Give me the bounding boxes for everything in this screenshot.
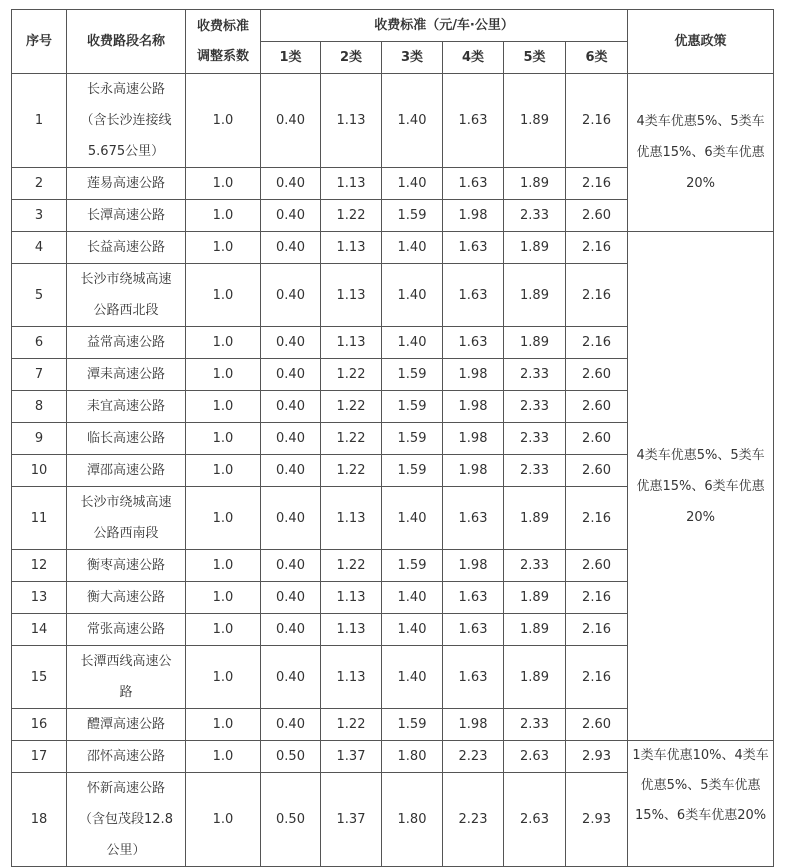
row-coefficient: 1.0 <box>186 773 261 867</box>
row-coefficient: 1.0 <box>186 168 261 200</box>
road-name-line: 长益高速公路 <box>86 240 165 255</box>
road-name-line: 5.675公里） <box>87 144 165 159</box>
row-rate-class-5: 2.63 <box>504 773 566 867</box>
row-road-name <box>67 582 186 614</box>
row-rate-class-4: 1.98 <box>443 550 504 582</box>
row-rate-class-3: 1.59 <box>382 391 443 423</box>
road-name-line: （含长沙连接线 <box>80 113 172 128</box>
row-rate-class-1: 0.40 <box>261 423 321 455</box>
row-road-name <box>67 709 186 741</box>
row-road-name <box>67 550 186 582</box>
row-rate-class-3: 1.40 <box>382 327 443 359</box>
row-seq: 12 <box>12 550 67 582</box>
row-rate-class-4: 1.98 <box>443 709 504 741</box>
row-rate-class-3: 1.40 <box>382 168 443 200</box>
row-road-name <box>67 359 186 391</box>
table-row <box>12 232 774 264</box>
row-rate-class-3: 1.40 <box>382 646 443 709</box>
row-road-name <box>67 455 186 487</box>
row-rate-class-3: 1.59 <box>382 200 443 232</box>
row-coefficient: 1.0 <box>186 327 261 359</box>
row-rate-class-5: 2.33 <box>504 550 566 582</box>
row-rate-class-4: 1.98 <box>443 200 504 232</box>
row-seq: 9 <box>12 423 67 455</box>
header-class-4: 4类 <box>443 42 504 74</box>
row-rate-class-1: 0.40 <box>261 74 321 168</box>
road-name-line: 长永高速公路 <box>86 82 165 97</box>
road-name-line: 长潭高速公路 <box>86 208 165 223</box>
row-rate-class-3: 1.59 <box>382 359 443 391</box>
row-coefficient: 1.0 <box>186 423 261 455</box>
policy-cell: 4类车优惠5%、5类车优惠15%、6类车优惠20% <box>628 74 774 232</box>
row-rate-class-6: 2.16 <box>566 327 628 359</box>
header-seq: 序号 <box>12 10 67 74</box>
row-rate-class-1: 0.40 <box>261 487 321 550</box>
row-coefficient: 1.0 <box>186 709 261 741</box>
row-rate-class-3: 1.59 <box>382 550 443 582</box>
row-rate-class-3: 1.40 <box>382 582 443 614</box>
road-name-line: 常张高速公路 <box>86 622 165 637</box>
road-name-line: 潭耒高速公路 <box>86 367 165 382</box>
row-coefficient: 1.0 <box>186 550 261 582</box>
row-rate-class-3: 1.59 <box>382 709 443 741</box>
road-name-line: 公路西北段 <box>93 303 159 318</box>
header-class-5: 5类 <box>504 42 566 74</box>
row-rate-class-5: 2.33 <box>504 455 566 487</box>
row-rate-class-2: 1.13 <box>321 168 382 200</box>
row-rate-class-6: 2.16 <box>566 168 628 200</box>
row-coefficient: 1.0 <box>186 359 261 391</box>
road-name-line: 耒宜高速公路 <box>86 399 165 414</box>
row-coefficient: 1.0 <box>186 264 261 327</box>
row-coefficient: 1.0 <box>186 582 261 614</box>
row-rate-class-2: 1.22 <box>321 423 382 455</box>
row-rate-class-3: 1.40 <box>382 232 443 264</box>
row-rate-class-2: 1.13 <box>321 327 382 359</box>
row-rate-class-2: 1.13 <box>321 582 382 614</box>
row-rate-class-5: 2.33 <box>504 709 566 741</box>
row-road-name <box>67 741 186 773</box>
row-seq: 13 <box>12 582 67 614</box>
row-rate-class-5: 1.89 <box>504 487 566 550</box>
row-rate-class-2: 1.22 <box>321 550 382 582</box>
row-seq: 5 <box>12 264 67 327</box>
header-class-6: 6类 <box>566 42 628 74</box>
header-toll-standard: 收费标准（元/车·公里） <box>261 10 628 42</box>
row-seq: 17 <box>12 741 67 773</box>
row-rate-class-6: 2.93 <box>566 741 628 773</box>
table-row <box>12 74 774 168</box>
row-rate-class-4: 1.98 <box>443 423 504 455</box>
row-seq: 14 <box>12 614 67 646</box>
row-rate-class-4: 2.23 <box>443 741 504 773</box>
header-road-name: 收费路段名称 <box>67 10 186 74</box>
row-rate-class-5: 1.89 <box>504 614 566 646</box>
road-name-line: 长沙市绕城高速 <box>80 272 172 287</box>
row-rate-class-4: 1.63 <box>443 232 504 264</box>
row-rate-class-1: 0.40 <box>261 232 321 264</box>
road-name-line: 长沙市绕城高速 <box>80 495 172 510</box>
table-body <box>12 74 774 867</box>
row-rate-class-6: 2.16 <box>566 646 628 709</box>
row-road-name <box>67 327 186 359</box>
row-rate-class-2: 1.13 <box>321 264 382 327</box>
row-rate-class-2: 1.22 <box>321 200 382 232</box>
row-rate-class-6: 2.16 <box>566 614 628 646</box>
row-road-name <box>67 264 186 327</box>
row-rate-class-4: 1.98 <box>443 359 504 391</box>
row-rate-class-6: 2.60 <box>566 391 628 423</box>
row-coefficient: 1.0 <box>186 232 261 264</box>
row-seq: 2 <box>12 168 67 200</box>
row-rate-class-1: 0.40 <box>261 391 321 423</box>
row-rate-class-4: 1.63 <box>443 582 504 614</box>
row-rate-class-6: 2.60 <box>566 359 628 391</box>
row-seq: 8 <box>12 391 67 423</box>
row-rate-class-5: 1.89 <box>504 264 566 327</box>
row-coefficient: 1.0 <box>186 646 261 709</box>
row-rate-class-6: 2.16 <box>566 264 628 327</box>
policy-cell: 1类车优惠10%、4类车优惠5%、5类车优惠15%、6类车优惠20% <box>628 741 774 867</box>
row-rate-class-3: 1.59 <box>382 423 443 455</box>
row-rate-class-3: 1.80 <box>382 741 443 773</box>
row-road-name <box>67 614 186 646</box>
header-class-3: 3类 <box>382 42 443 74</box>
row-coefficient: 1.0 <box>186 455 261 487</box>
row-coefficient: 1.0 <box>186 74 261 168</box>
row-road-name <box>67 487 186 550</box>
row-rate-class-3: 1.40 <box>382 264 443 327</box>
row-rate-class-4: 1.63 <box>443 168 504 200</box>
row-rate-class-5: 2.63 <box>504 741 566 773</box>
row-rate-class-6: 2.93 <box>566 773 628 867</box>
row-rate-class-2: 1.22 <box>321 455 382 487</box>
row-rate-class-4: 1.63 <box>443 74 504 168</box>
row-rate-class-4: 1.98 <box>443 391 504 423</box>
road-name-line: 路 <box>119 685 133 700</box>
row-rate-class-5: 1.89 <box>504 582 566 614</box>
road-name-line: 长潭西线高速公 <box>80 654 172 669</box>
row-seq: 1 <box>12 74 67 168</box>
row-rate-class-4: 1.63 <box>443 646 504 709</box>
row-coefficient: 1.0 <box>186 391 261 423</box>
road-name-line: 邵怀高速公路 <box>86 749 165 764</box>
row-rate-class-4: 1.63 <box>443 487 504 550</box>
row-rate-class-2: 1.22 <box>321 391 382 423</box>
row-rate-class-1: 0.40 <box>261 327 321 359</box>
row-road-name <box>67 391 186 423</box>
row-rate-class-2: 1.22 <box>321 359 382 391</box>
row-seq: 4 <box>12 232 67 264</box>
row-rate-class-1: 0.40 <box>261 709 321 741</box>
row-road-name <box>67 74 186 168</box>
row-rate-class-1: 0.50 <box>261 741 321 773</box>
road-name-line: 醴潭高速公路 <box>86 717 165 732</box>
row-rate-class-6: 2.16 <box>566 232 628 264</box>
row-rate-class-6: 2.60 <box>566 423 628 455</box>
row-rate-class-1: 0.40 <box>261 455 321 487</box>
row-road-name <box>67 423 186 455</box>
row-rate-class-6: 2.16 <box>566 487 628 550</box>
toll-rate-table <box>11 9 774 867</box>
row-rate-class-3: 1.40 <box>382 487 443 550</box>
row-rate-class-4: 2.23 <box>443 773 504 867</box>
row-rate-class-3: 1.40 <box>382 74 443 168</box>
header-coefficient: 收费标准调整系数 <box>186 10 261 74</box>
header-class-1: 1类 <box>261 42 321 74</box>
row-rate-class-6: 2.60 <box>566 200 628 232</box>
road-name-line: 莲易高速公路 <box>86 176 165 191</box>
row-rate-class-5: 1.89 <box>504 327 566 359</box>
header-policy: 优惠政策 <box>628 10 774 74</box>
road-name-line: （含包茂段12.8 <box>79 812 173 827</box>
row-road-name <box>67 200 186 232</box>
row-rate-class-2: 1.13 <box>321 646 382 709</box>
row-rate-class-2: 1.13 <box>321 614 382 646</box>
row-seq: 15 <box>12 646 67 709</box>
row-rate-class-1: 0.40 <box>261 646 321 709</box>
row-rate-class-5: 2.33 <box>504 391 566 423</box>
row-rate-class-5: 1.89 <box>504 232 566 264</box>
row-seq: 7 <box>12 359 67 391</box>
row-coefficient: 1.0 <box>186 741 261 773</box>
row-rate-class-3: 1.40 <box>382 614 443 646</box>
road-name-line: 公路西南段 <box>93 526 159 541</box>
row-rate-class-2: 1.37 <box>321 773 382 867</box>
row-rate-class-5: 2.33 <box>504 423 566 455</box>
row-rate-class-1: 0.40 <box>261 200 321 232</box>
road-name-line: 衡枣高速公路 <box>86 558 165 573</box>
row-rate-class-2: 1.13 <box>321 232 382 264</box>
row-seq: 16 <box>12 709 67 741</box>
road-name-line: 潭邵高速公路 <box>86 463 165 478</box>
row-road-name <box>67 646 186 709</box>
row-rate-class-1: 0.40 <box>261 582 321 614</box>
row-rate-class-1: 0.40 <box>261 264 321 327</box>
row-rate-class-4: 1.63 <box>443 614 504 646</box>
table-row <box>12 741 774 773</box>
row-rate-class-4: 1.98 <box>443 455 504 487</box>
row-road-name <box>67 773 186 867</box>
row-rate-class-5: 1.89 <box>504 646 566 709</box>
row-rate-class-1: 0.50 <box>261 773 321 867</box>
row-seq: 3 <box>12 200 67 232</box>
row-rate-class-6: 2.60 <box>566 550 628 582</box>
header-class-2: 2类 <box>321 42 382 74</box>
row-road-name <box>67 168 186 200</box>
road-name-line: 衡大高速公路 <box>86 590 165 605</box>
row-rate-class-6: 2.16 <box>566 582 628 614</box>
row-rate-class-6: 2.60 <box>566 709 628 741</box>
row-road-name <box>67 232 186 264</box>
row-rate-class-5: 2.33 <box>504 359 566 391</box>
row-rate-class-5: 2.33 <box>504 200 566 232</box>
row-seq: 18 <box>12 773 67 867</box>
row-rate-class-6: 2.60 <box>566 455 628 487</box>
row-rate-class-2: 1.13 <box>321 487 382 550</box>
row-coefficient: 1.0 <box>186 614 261 646</box>
row-rate-class-2: 1.13 <box>321 74 382 168</box>
row-rate-class-4: 1.63 <box>443 327 504 359</box>
road-name-line: 公里） <box>106 843 146 858</box>
road-name-line: 怀新高速公路 <box>86 781 165 796</box>
row-seq: 6 <box>12 327 67 359</box>
row-rate-class-1: 0.40 <box>261 359 321 391</box>
row-rate-class-1: 0.40 <box>261 168 321 200</box>
row-rate-class-3: 1.59 <box>382 455 443 487</box>
row-rate-class-1: 0.40 <box>261 550 321 582</box>
row-rate-class-6: 2.16 <box>566 74 628 168</box>
row-rate-class-4: 1.63 <box>443 264 504 327</box>
row-seq: 10 <box>12 455 67 487</box>
row-seq: 11 <box>12 487 67 550</box>
row-rate-class-1: 0.40 <box>261 614 321 646</box>
row-coefficient: 1.0 <box>186 200 261 232</box>
road-name-line: 临长高速公路 <box>86 431 165 446</box>
road-name-line: 益常高速公路 <box>86 335 165 350</box>
row-rate-class-5: 1.89 <box>504 168 566 200</box>
row-rate-class-2: 1.37 <box>321 741 382 773</box>
row-rate-class-5: 1.89 <box>504 74 566 168</box>
policy-cell: 4类车优惠5%、5类车优惠15%、6类车优惠20% <box>628 232 774 741</box>
row-rate-class-2: 1.22 <box>321 709 382 741</box>
row-rate-class-3: 1.80 <box>382 773 443 867</box>
row-coefficient: 1.0 <box>186 487 261 550</box>
